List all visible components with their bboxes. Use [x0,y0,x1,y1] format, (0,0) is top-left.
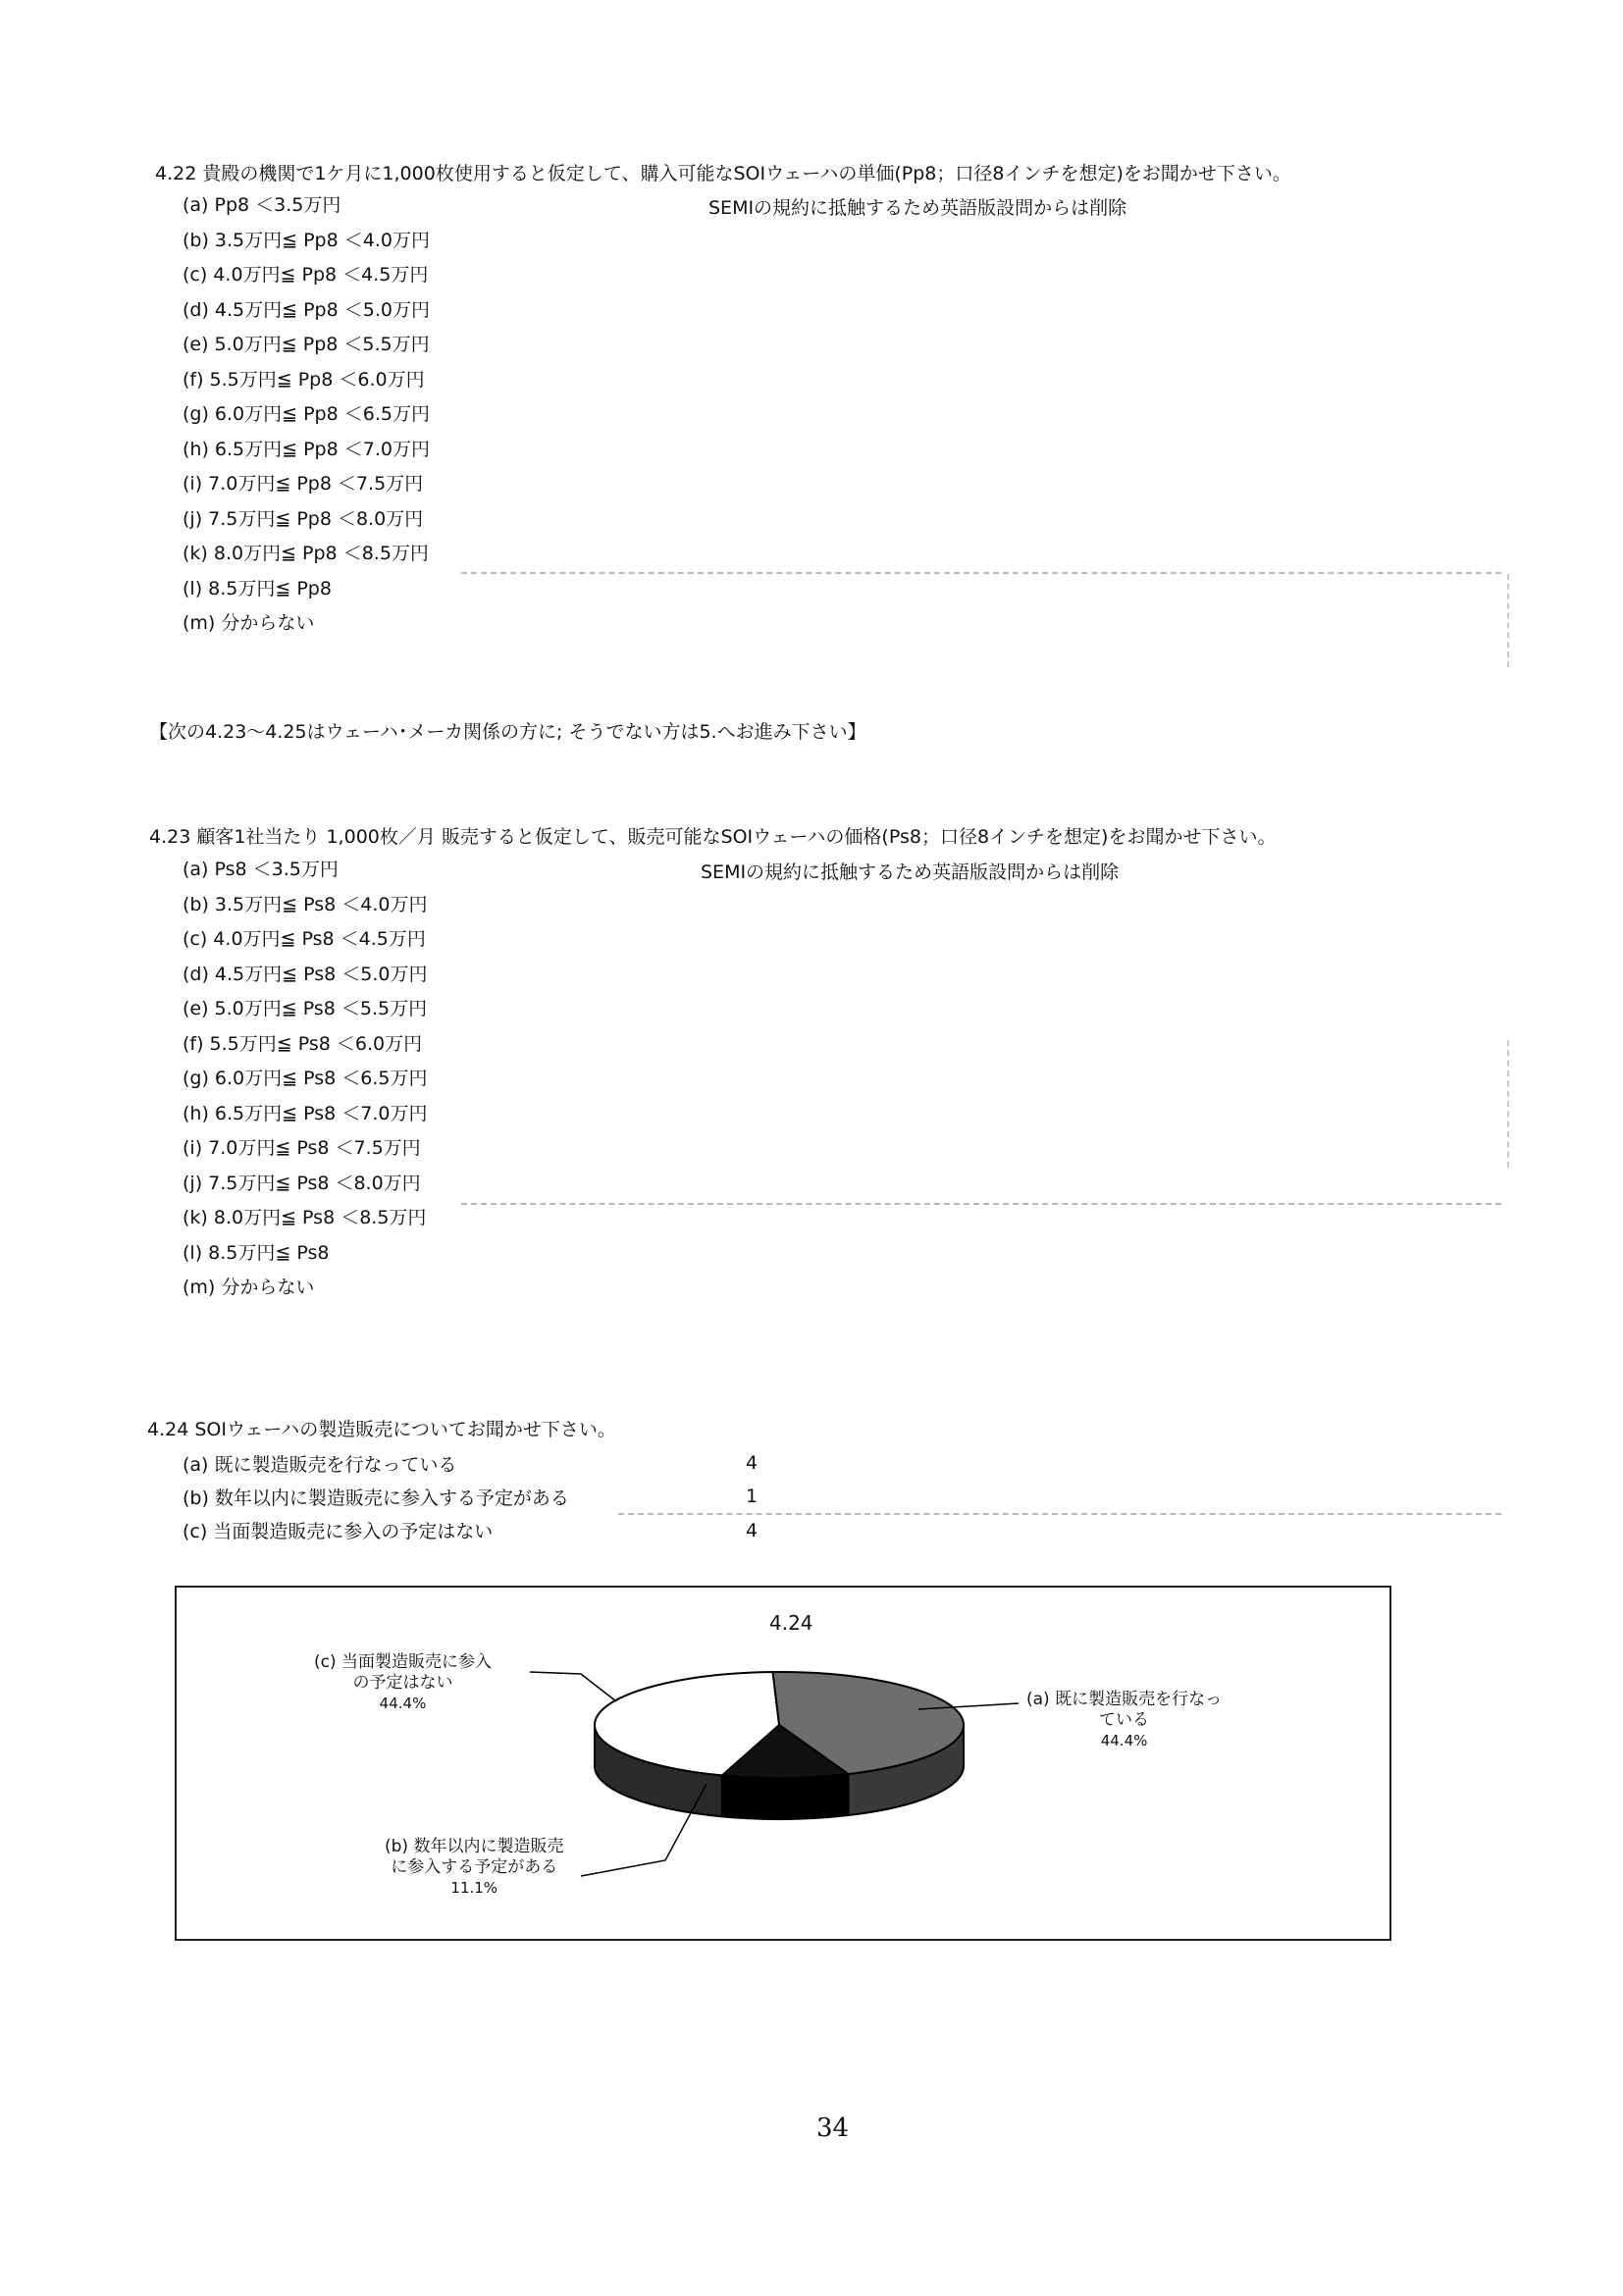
q423-option: (l) 8.5万円≦ Ps8 [183,1241,330,1264]
pie-label-b-pct: 11.1% [450,1879,498,1897]
pie-label-b [385,1837,563,1899]
page-number: 34 [816,2113,850,2143]
q422-option: (h) 6.5万円≦ Pp8 ＜7.0万円 [183,438,430,460]
q423-option: (j) 7.5万円≦ Ps8 ＜8.0万円 [183,1172,421,1194]
q422-option: (g) 6.0万円≦ Pp8 ＜6.5万円 [183,403,430,425]
q424-row-b-count: 1 [746,1486,759,1507]
q423-option: (h) 6.5万円≦ Ps8 ＜7.0万円 [183,1102,428,1124]
chart-title: 4.24 [769,1611,813,1635]
pie-label-b-line2: に参入する予定がある [391,1857,558,1877]
q422-option: (a) Pp8 ＜3.5万円 [183,194,341,216]
q422-option: (m) 分からない [183,612,315,634]
q424-row-b-label: (b) 数年以内に製造販売に参入する予定がある [183,1487,569,1509]
dash-line-vertical [1507,1040,1509,1168]
q423-option: (m) 分からない [183,1277,315,1298]
q424-row-c-count: 4 [746,1520,759,1541]
pie-label-a-pct: 44.4% [1100,1732,1148,1749]
q422-option: (j) 7.5万円≦ Pp8 ＜8.0万円 [183,507,424,530]
q424-title: 4.24 SOIウェーハの製造販売についてお聞かせ下さい。 [147,1419,616,1440]
dash-line [461,1203,1501,1205]
q422-option: (f) 5.5万円≦ Pp8 ＜6.0万円 [183,368,425,391]
pie-label-a-line2: ている [1099,1710,1150,1730]
q423-option: (k) 8.0万円≦ Ps8 ＜8.5万円 [183,1207,427,1228]
pie-leader-c [530,1672,616,1701]
q422-option: (e) 5.0万円≦ Pp8 ＜5.5万円 [183,334,430,355]
q423-option: (e) 5.0万円≦ Ps8 ＜5.5万円 [183,998,428,1019]
q422-option: (k) 8.0万円≦ Pp8 ＜8.5万円 [183,543,429,564]
pie-label-a [1026,1690,1222,1751]
q422-option: (d) 4.5万円≦ Pp8 ＜5.0万円 [183,298,430,321]
pie-label-b-line1: (b) 数年以内に製造販売 [385,1837,564,1856]
section-note: 【次の4.23～4.25はウェーハ･メーカ関係の方に; そうでない方は5.へお進み下さい】 [149,721,866,743]
pie-chart-box [175,1586,1391,1941]
pie-label-c [314,1652,492,1714]
q422-option: (l) 8.5万円≦ Pp8 [183,577,332,600]
q422-note: SEMIの規約に抵触するため英語版設問からは削除 [708,197,1127,219]
pie-chart [177,1588,1389,1939]
dash-line [461,572,1501,574]
q423-title: 4.23 顧客1社当たり 1,000枚／月 販売すると仮定して、販売可能なSOIウェーハの価格(Ps8；口径8インチを想定)をお聞かせ下さい。 [149,826,1277,848]
q422-option: (b) 3.5万円≦ Pp8 ＜4.0万円 [183,229,430,251]
pie-label-c-pct: 44.4% [379,1695,427,1712]
q422-title: 4.22 貴殿の機関で1ケ月に1,000枚使用すると仮定して、購入可能なSOIウェーハの単価(Pp8；口径8インチを想定)をお聞かせ下さい。 [155,163,1291,184]
q423-option: (a) Ps8 ＜3.5万円 [183,859,339,880]
q423-note: SEMIの規約に抵触するため英語版設問からは削除 [701,861,1120,883]
pie-label-a-line1: (a) 既に製造販売を行なっ [1026,1690,1223,1709]
q424-row-c-label: (c) 当面製造販売に参入の予定はない [183,1521,494,1542]
q423-option: (c) 4.0万円≦ Ps8 ＜4.5万円 [183,928,426,950]
q422-option: (c) 4.0万円≦ Pp8 ＜4.5万円 [183,264,429,286]
q424-row-a-count: 4 [746,1452,759,1474]
pie-label-c-line2: の予定はない [352,1673,453,1693]
q423-option: (f) 5.5万円≦ Ps8 ＜6.0万円 [183,1032,423,1055]
q422-option: (i) 7.0万円≦ Pp8 ＜7.5万円 [183,473,424,495]
pie-slice-b-side [722,1774,849,1819]
pie-label-c-line1: (c) 当面製造販売に参入 [314,1652,493,1672]
q424-row-a-label: (a) 既に製造販売を行なっている [183,1454,457,1476]
dash-line-vertical [1507,574,1509,667]
q423-option: (g) 6.0万円≦ Ps8 ＜6.5万円 [183,1068,428,1089]
q423-option: (d) 4.5万円≦ Ps8 ＜5.0万円 [183,963,428,985]
q423-option: (i) 7.0万円≦ Ps8 ＜7.5万円 [183,1137,421,1159]
dash-line [618,1513,1501,1515]
q423-option: (b) 3.5万円≦ Ps8 ＜4.0万円 [183,893,428,915]
